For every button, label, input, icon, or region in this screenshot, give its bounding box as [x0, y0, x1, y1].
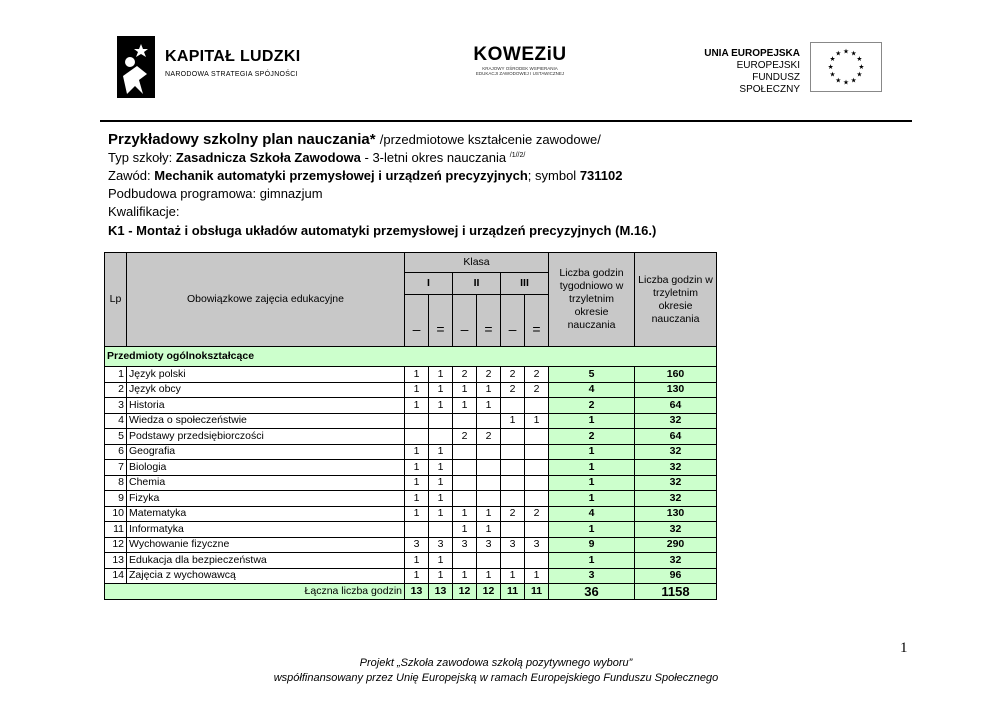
row-total: 32 — [635, 460, 717, 476]
row-total: 64 — [635, 398, 717, 414]
footer-line-2: współfinansowany przez Unię Europejską w ramach Europejskiego Funduszu Społecznego — [273, 672, 719, 684]
row-weekly: 1 — [549, 522, 635, 538]
row-hours-cell: 3 — [477, 537, 501, 553]
table-row — [105, 382, 717, 398]
row-hours-cell: 1 — [453, 506, 477, 522]
kowezu-subtitle-1: KRAJOWY OŚRODEK WSPIERANIA — [482, 66, 558, 71]
svg-text:★: ★ — [856, 70, 863, 79]
row-hours-cell: 1 — [405, 491, 429, 507]
qualification-k1: K1 - Montaż i obsługa układów automatyki przemysłowej i urządzeń precyzyjnych (M.16.) — [108, 223, 657, 238]
row-weekly: 3 — [549, 568, 635, 584]
header-sem-2a: – — [453, 295, 477, 347]
row-lp: 5 — [105, 429, 127, 445]
row-hours-cell: 1 — [405, 382, 429, 398]
row-hours-cell — [453, 444, 477, 460]
row-weekly: 1 — [549, 475, 635, 491]
row-subject: Historia — [127, 398, 405, 414]
row-hours-cell — [501, 522, 525, 538]
row-hours-cell: 1 — [405, 398, 429, 414]
symbol-value: 731102 — [579, 168, 623, 183]
header-class-1: I — [405, 273, 453, 295]
row-hours-cell — [405, 429, 429, 445]
row-weekly: 2 — [549, 398, 635, 414]
title-note: /przedmiotowe kształcenie zawodowe/ — [379, 132, 601, 147]
header-sem-1a: – — [405, 295, 429, 347]
row-weekly: 5 — [549, 367, 635, 383]
row-lp: 10 — [105, 506, 127, 522]
row-lp: 1 — [105, 367, 127, 383]
row-hours-cell — [525, 522, 549, 538]
row-hours-cell: 1 — [477, 522, 501, 538]
profession-label: Zawód: — [108, 168, 151, 183]
row-weekly: 4 — [549, 506, 635, 522]
symbol-label: ; symbol — [527, 168, 577, 183]
row-hours-cell: 1 — [405, 460, 429, 476]
header-class-2: II — [453, 273, 501, 295]
kapital-ludzki-logo — [117, 36, 317, 98]
row-total: 32 — [635, 413, 717, 429]
svg-text:★: ★ — [850, 49, 857, 58]
sum-hours-cell: 12 — [477, 584, 501, 600]
row-hours-cell: 2 — [501, 382, 525, 398]
row-hours-cell: 1 — [405, 475, 429, 491]
table-row — [105, 460, 717, 476]
header-sem-1b: = — [429, 295, 453, 347]
svg-text:★: ★ — [856, 55, 863, 64]
row-hours-cell: 1 — [405, 506, 429, 522]
row-lp: 8 — [105, 475, 127, 491]
header-row-1 — [105, 253, 717, 273]
profession-line — [108, 167, 908, 185]
kapital-ludzki-mark-icon — [117, 36, 155, 98]
row-hours-cell: 1 — [429, 382, 453, 398]
basis-line: Podbudowa programowa: gimnazjum — [108, 186, 323, 201]
row-hours-cell: 1 — [429, 491, 453, 507]
eu-line-3: FUNDUSZ SPOŁECZNY — [739, 72, 800, 95]
sum-hours-cell: 11 — [525, 584, 549, 600]
row-lp: 4 — [105, 413, 127, 429]
footer-line-1: Projekt „Szkoła zawodowa szkołą pozytywnego wyboru” — [359, 657, 633, 669]
row-lp: 14 — [105, 568, 127, 584]
row-weekly: 1 — [549, 444, 635, 460]
row-hours-cell — [525, 398, 549, 414]
svg-text:★: ★ — [827, 62, 834, 71]
profession-value: Mechanik automatyki przemysłowej i urządzeń precyzyjnych — [154, 168, 528, 183]
table-row — [105, 553, 717, 569]
row-total: 32 — [635, 444, 717, 460]
row-hours-cell — [477, 475, 501, 491]
row-hours-cell: 1 — [429, 506, 453, 522]
table-row — [105, 537, 717, 553]
row-hours-cell — [405, 413, 429, 429]
row-hours-cell — [525, 444, 549, 460]
qualifications-label: Kwalifikacje: — [108, 204, 180, 219]
plan-table — [104, 252, 717, 600]
row-hours-cell — [429, 413, 453, 429]
page-header — [0, 0, 992, 122]
table-row — [105, 413, 717, 429]
sum-label: Łączna liczba godzin — [105, 584, 405, 600]
row-hours-cell: 1 — [405, 444, 429, 460]
eu-flag-icon — [810, 42, 882, 92]
plan-table-body — [105, 253, 717, 600]
school-type-line — [108, 149, 908, 167]
table-row — [105, 398, 717, 414]
svg-text:★: ★ — [829, 55, 836, 64]
sum-row — [105, 584, 717, 600]
sum-total: 1158 — [635, 584, 717, 600]
sum-hours-cell: 12 — [453, 584, 477, 600]
school-period: - 3-letni okres nauczania — [364, 150, 507, 165]
svg-text:★: ★ — [850, 76, 857, 85]
sum-hours-cell: 13 — [405, 584, 429, 600]
row-weekly: 1 — [549, 553, 635, 569]
eu-line-1: UNIA EUROPEJSKA — [704, 48, 800, 59]
row-subject: Informatyka — [127, 522, 405, 538]
row-hours-cell — [477, 460, 501, 476]
kapital-ludzki-title: KAPITAŁ LUDZKI — [165, 48, 301, 65]
row-total: 64 — [635, 429, 717, 445]
row-weekly: 2 — [549, 429, 635, 445]
row-subject: Wychowanie fizyczne — [127, 537, 405, 553]
header-weekly: Liczba godzin tygodniowo w trzyletnim okresie nauczania — [549, 253, 635, 347]
row-hours-cell: 1 — [405, 367, 429, 383]
row-subject: Geografia — [127, 444, 405, 460]
page-title — [108, 130, 908, 149]
row-hours-cell — [453, 413, 477, 429]
kapital-ludzki-subtitle: NARODOWA STRATEGIA SPÓJNOŚCI — [165, 71, 298, 78]
school-footnote: /1//2/ — [509, 152, 526, 159]
row-hours-cell: 2 — [477, 367, 501, 383]
row-hours-cell: 3 — [429, 537, 453, 553]
row-weekly: 1 — [549, 413, 635, 429]
row-subject: Język polski — [127, 367, 405, 383]
row-lp: 9 — [105, 491, 127, 507]
svg-text:★: ★ — [858, 62, 865, 71]
row-hours-cell — [477, 413, 501, 429]
row-weekly: 4 — [549, 382, 635, 398]
row-lp: 2 — [105, 382, 127, 398]
row-hours-cell: 1 — [477, 382, 501, 398]
row-hours-cell: 1 — [453, 568, 477, 584]
row-hours-cell — [477, 444, 501, 460]
row-subject: Biologia — [127, 460, 405, 476]
row-subject: Zajęcia z wychowawcą — [127, 568, 405, 584]
row-hours-cell: 3 — [405, 537, 429, 553]
kowezu-subtitle-2: EDUKACJI ZAWODOWEJ I USTAWICZNEJ — [475, 71, 565, 76]
row-hours-cell: 1 — [501, 413, 525, 429]
row-total: 160 — [635, 367, 717, 383]
row-hours-cell: 2 — [525, 382, 549, 398]
row-hours-cell: 1 — [429, 367, 453, 383]
row-total: 130 — [635, 382, 717, 398]
row-lp: 6 — [105, 444, 127, 460]
table-row — [105, 506, 717, 522]
row-hours-cell — [501, 444, 525, 460]
row-hours-cell — [477, 553, 501, 569]
row-hours-cell: 2 — [477, 429, 501, 445]
row-hours-cell — [501, 491, 525, 507]
row-subject: Wiedza o społeczeństwie — [127, 413, 405, 429]
row-subject: Matematyka — [127, 506, 405, 522]
row-hours-cell: 2 — [501, 367, 525, 383]
row-total: 32 — [635, 553, 717, 569]
row-hours-cell — [429, 522, 453, 538]
row-hours-cell: 2 — [501, 506, 525, 522]
row-hours-cell — [501, 429, 525, 445]
header-subjects: Obowiązkowe zajęcia edukacyjne — [127, 253, 405, 347]
row-lp: 12 — [105, 537, 127, 553]
row-hours-cell — [429, 429, 453, 445]
row-hours-cell: 3 — [453, 537, 477, 553]
row-hours-cell: 2 — [453, 429, 477, 445]
row-hours-cell: 1 — [501, 568, 525, 584]
row-hours-cell: 1 — [429, 568, 453, 584]
row-hours-cell — [525, 553, 549, 569]
svg-text:★: ★ — [842, 47, 850, 56]
row-hours-cell — [525, 491, 549, 507]
row-hours-cell: 1 — [525, 413, 549, 429]
section-row — [105, 347, 717, 367]
row-lp: 13 — [105, 553, 127, 569]
row-hours-cell — [453, 475, 477, 491]
svg-text:★: ★ — [835, 49, 842, 58]
row-hours-cell: 1 — [477, 506, 501, 522]
table-row — [105, 522, 717, 538]
header-lp: Lp — [105, 253, 127, 347]
row-hours-cell — [501, 460, 525, 476]
row-hours-cell: 2 — [525, 367, 549, 383]
svg-text:★: ★ — [835, 76, 842, 85]
header-sem-3a: – — [501, 295, 525, 347]
eu-line-2: EUROPEJSKI — [736, 60, 800, 71]
header-sem-2b: = — [477, 295, 501, 347]
row-total: 32 — [635, 522, 717, 538]
row-subject: Edukacja dla bezpieczeństwa — [127, 553, 405, 569]
row-subject: Podstawy przedsiębiorczości — [127, 429, 405, 445]
table-row — [105, 429, 717, 445]
row-hours-cell — [453, 460, 477, 476]
row-lp: 11 — [105, 522, 127, 538]
title-text: Przykładowy szkolny plan nauczania* — [108, 131, 376, 148]
header-klasa: Klasa — [405, 253, 549, 273]
row-total: 32 — [635, 491, 717, 507]
row-hours-cell: 1 — [429, 475, 453, 491]
row-weekly: 9 — [549, 537, 635, 553]
section-title: Przedmioty ogólnokształcące — [105, 347, 717, 367]
page-footer — [0, 656, 992, 686]
header-rule — [100, 120, 912, 122]
school-label: Typ szkoły: — [108, 150, 173, 165]
row-weekly: 1 — [549, 460, 635, 476]
row-hours-cell — [501, 398, 525, 414]
row-hours-cell: 1 — [429, 460, 453, 476]
header-class-3: III — [501, 273, 549, 295]
row-total: 130 — [635, 506, 717, 522]
row-hours-cell: 1 — [453, 398, 477, 414]
row-lp: 3 — [105, 398, 127, 414]
header-total: Liczba godzin w trzyletnim okresie nauczania — [635, 253, 717, 347]
row-total: 96 — [635, 568, 717, 584]
table-row — [105, 367, 717, 383]
row-hours-cell: 1 — [477, 568, 501, 584]
row-lp: 7 — [105, 460, 127, 476]
row-hours-cell: 1 — [405, 568, 429, 584]
school-value: Zasadnicza Szkoła Zawodowa — [175, 150, 361, 165]
row-hours-cell: 1 — [525, 568, 549, 584]
row-hours-cell: 2 — [525, 506, 549, 522]
table-row — [105, 444, 717, 460]
page-number: 1 — [900, 640, 908, 656]
row-subject: Język obcy — [127, 382, 405, 398]
svg-text:★: ★ — [842, 78, 850, 87]
plan-info — [108, 130, 908, 239]
row-hours-cell: 3 — [525, 537, 549, 553]
row-hours-cell: 3 — [501, 537, 525, 553]
row-hours-cell: 1 — [429, 398, 453, 414]
table-row — [105, 568, 717, 584]
row-hours-cell — [501, 553, 525, 569]
row-hours-cell — [501, 475, 525, 491]
table-row — [105, 475, 717, 491]
row-weekly: 1 — [549, 491, 635, 507]
kowezu-title: KOWEZiU — [473, 44, 567, 65]
sum-hours-cell: 11 — [501, 584, 525, 600]
row-hours-cell: 1 — [429, 444, 453, 460]
row-hours-cell: 1 — [477, 398, 501, 414]
row-hours-cell — [453, 553, 477, 569]
row-hours-cell: 1 — [429, 553, 453, 569]
table-row — [105, 491, 717, 507]
row-hours-cell — [525, 475, 549, 491]
sum-weekly: 36 — [549, 584, 635, 600]
row-subject: Fizyka — [127, 491, 405, 507]
row-hours-cell: 1 — [453, 522, 477, 538]
row-total: 290 — [635, 537, 717, 553]
eu-text — [690, 48, 800, 96]
row-hours-cell — [477, 491, 501, 507]
header-sem-3b: = — [525, 295, 549, 347]
sum-hours-cell: 13 — [429, 584, 453, 600]
svg-text:★: ★ — [829, 70, 836, 79]
row-hours-cell: 2 — [453, 367, 477, 383]
row-hours-cell: 1 — [405, 553, 429, 569]
kowezu-logo — [466, 44, 574, 92]
row-subject: Chemia — [127, 475, 405, 491]
row-hours-cell — [453, 491, 477, 507]
row-hours-cell — [405, 522, 429, 538]
row-hours-cell: 1 — [453, 382, 477, 398]
row-total: 32 — [635, 475, 717, 491]
row-hours-cell — [525, 429, 549, 445]
row-hours-cell — [525, 460, 549, 476]
